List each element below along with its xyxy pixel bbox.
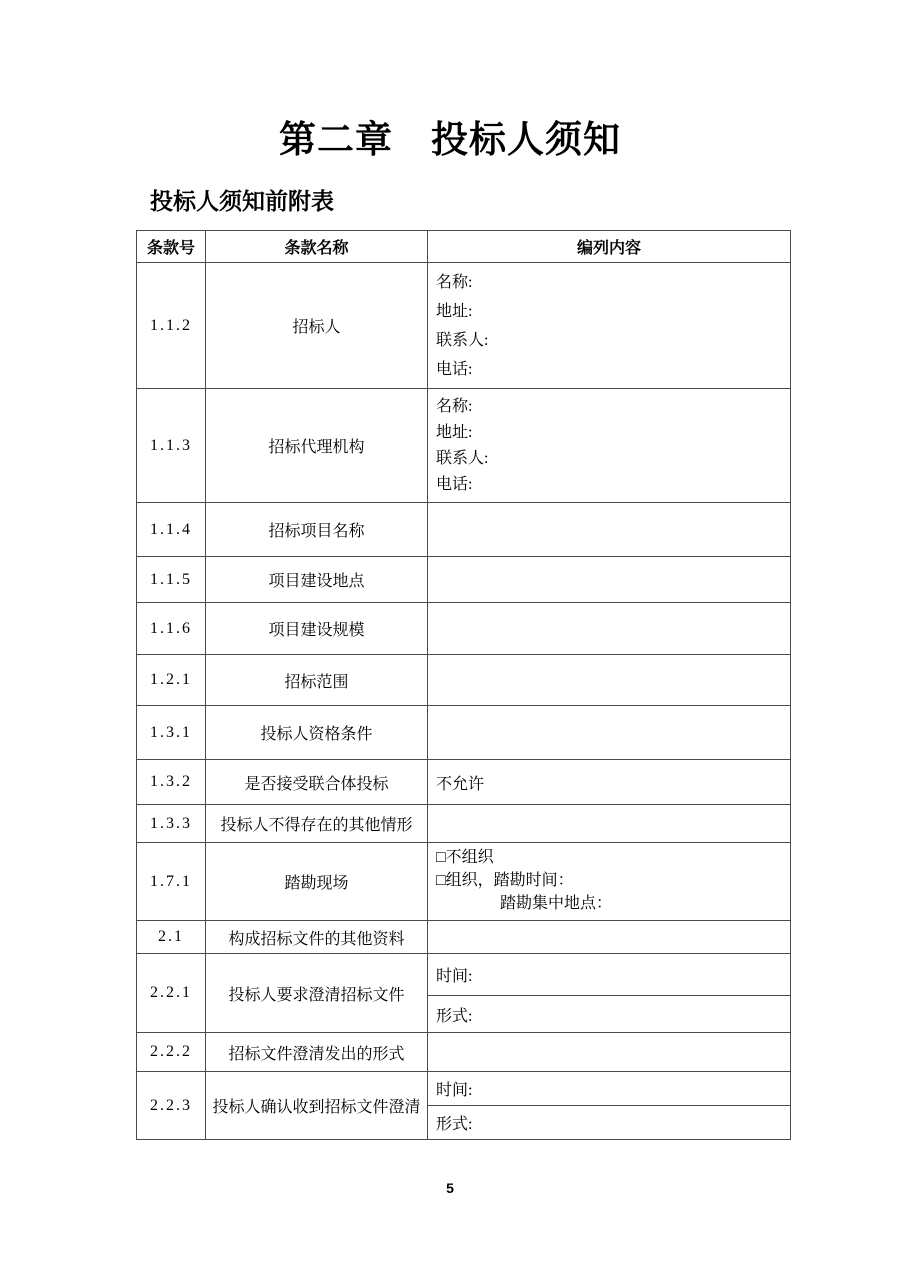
clause-name-cell: 是否接受联合体投标	[206, 760, 428, 805]
table-row	[137, 843, 791, 921]
clause-number-cell: 1.3.1	[137, 706, 206, 760]
clause-number-cell: 1.1.4	[137, 503, 206, 557]
clause-number-cell: 1.3.2	[137, 760, 206, 805]
clause-name-cell: 踏勘现场	[206, 843, 428, 921]
table-row	[137, 706, 791, 760]
clause-name-cell: 项目建设地点	[206, 557, 428, 603]
content-line: 名称:	[436, 273, 473, 291]
clause-name-cell: 招标文件澄清发出的形式	[206, 1033, 428, 1072]
content-line: □不组织	[436, 849, 494, 867]
clause-number-cell: 1.1.3	[137, 389, 206, 503]
table-row	[137, 1072, 791, 1106]
clause-number-cell: 1.1.2	[137, 263, 206, 389]
section-subtitle: 投标人须知前附表	[150, 189, 334, 214]
content-line: 名称:	[436, 397, 473, 415]
content-cell	[428, 805, 791, 843]
table-row	[137, 1033, 791, 1072]
clause-name-cell: 招标项目名称	[206, 503, 428, 557]
content-line: 地址:	[436, 423, 473, 441]
table-row	[137, 389, 791, 503]
page-number: 5	[446, 1180, 454, 1196]
clause-number-cell: 2.2.1	[137, 954, 206, 1033]
table-header-row	[137, 231, 791, 263]
header-content: 编列内容	[428, 231, 791, 263]
clause-name-cell: 招标范围	[206, 655, 428, 706]
content-cell	[428, 843, 791, 921]
table-row	[137, 557, 791, 603]
bidder-notice-pre-table	[136, 230, 791, 1140]
content-cell	[428, 1033, 791, 1072]
table-row	[137, 760, 791, 805]
table-row	[137, 954, 791, 996]
header-clause-name: 条款名称	[206, 231, 428, 263]
content-line: 联系人:	[436, 331, 489, 349]
header-clause-no: 条款号	[137, 231, 206, 263]
content-cell	[428, 655, 791, 706]
content-cell: 形式:	[428, 1106, 791, 1140]
content-cell	[428, 557, 791, 603]
content-lines	[436, 394, 786, 498]
clause-name-cell: 投标人不得存在的其他情形	[206, 805, 428, 843]
clause-number-cell: 2.1	[137, 921, 206, 954]
table-row	[137, 655, 791, 706]
clause-name-cell: 招标代理机构	[206, 389, 428, 503]
clause-number-cell: 1.3.3	[137, 805, 206, 843]
content-cell	[428, 503, 791, 557]
table-row	[137, 603, 791, 655]
clause-name-cell: 项目建设规模	[206, 603, 428, 655]
table-row	[137, 805, 791, 843]
content-cell	[428, 603, 791, 655]
content-line: □组织，踏勘时间：	[436, 872, 574, 890]
clause-number-cell: 1.1.6	[137, 603, 206, 655]
content-cell: 时间:	[428, 1072, 791, 1106]
clause-number-cell: 2.2.3	[137, 1072, 206, 1140]
clause-name-cell: 投标人要求澄清招标文件	[206, 954, 428, 1033]
clause-name-cell: 构成招标文件的其他资料	[206, 921, 428, 954]
clause-name-cell: 投标人资格条件	[206, 706, 428, 760]
content-line: 踏勘集中地点：	[436, 894, 613, 912]
content-cell	[428, 706, 791, 760]
table-row	[137, 503, 791, 557]
content-line: 电话:	[436, 475, 473, 493]
content-lines	[436, 847, 786, 915]
content-lines	[436, 268, 786, 384]
content-cell: 时间:	[428, 954, 791, 996]
content-line: 电话:	[436, 360, 473, 378]
content-cell	[428, 389, 791, 503]
content-cell: 形式:	[428, 996, 791, 1033]
clause-number-cell: 1.2.1	[137, 655, 206, 706]
clause-name-cell: 投标人确认收到招标文件澄清	[206, 1072, 428, 1140]
table-row	[137, 263, 791, 389]
content-cell	[428, 263, 791, 389]
clause-number-cell: 1.1.5	[137, 557, 206, 603]
chapter-title: 第二章 投标人须知	[279, 120, 621, 161]
clause-number-cell: 2.2.2	[137, 1033, 206, 1072]
clause-name-cell: 招标人	[206, 263, 428, 389]
table-row	[137, 921, 791, 954]
content-line: 联系人:	[436, 449, 489, 467]
content-cell	[428, 921, 791, 954]
content-line: 地址:	[436, 302, 473, 320]
content-cell: 不允许	[428, 760, 791, 805]
clause-number-cell: 1.7.1	[137, 843, 206, 921]
